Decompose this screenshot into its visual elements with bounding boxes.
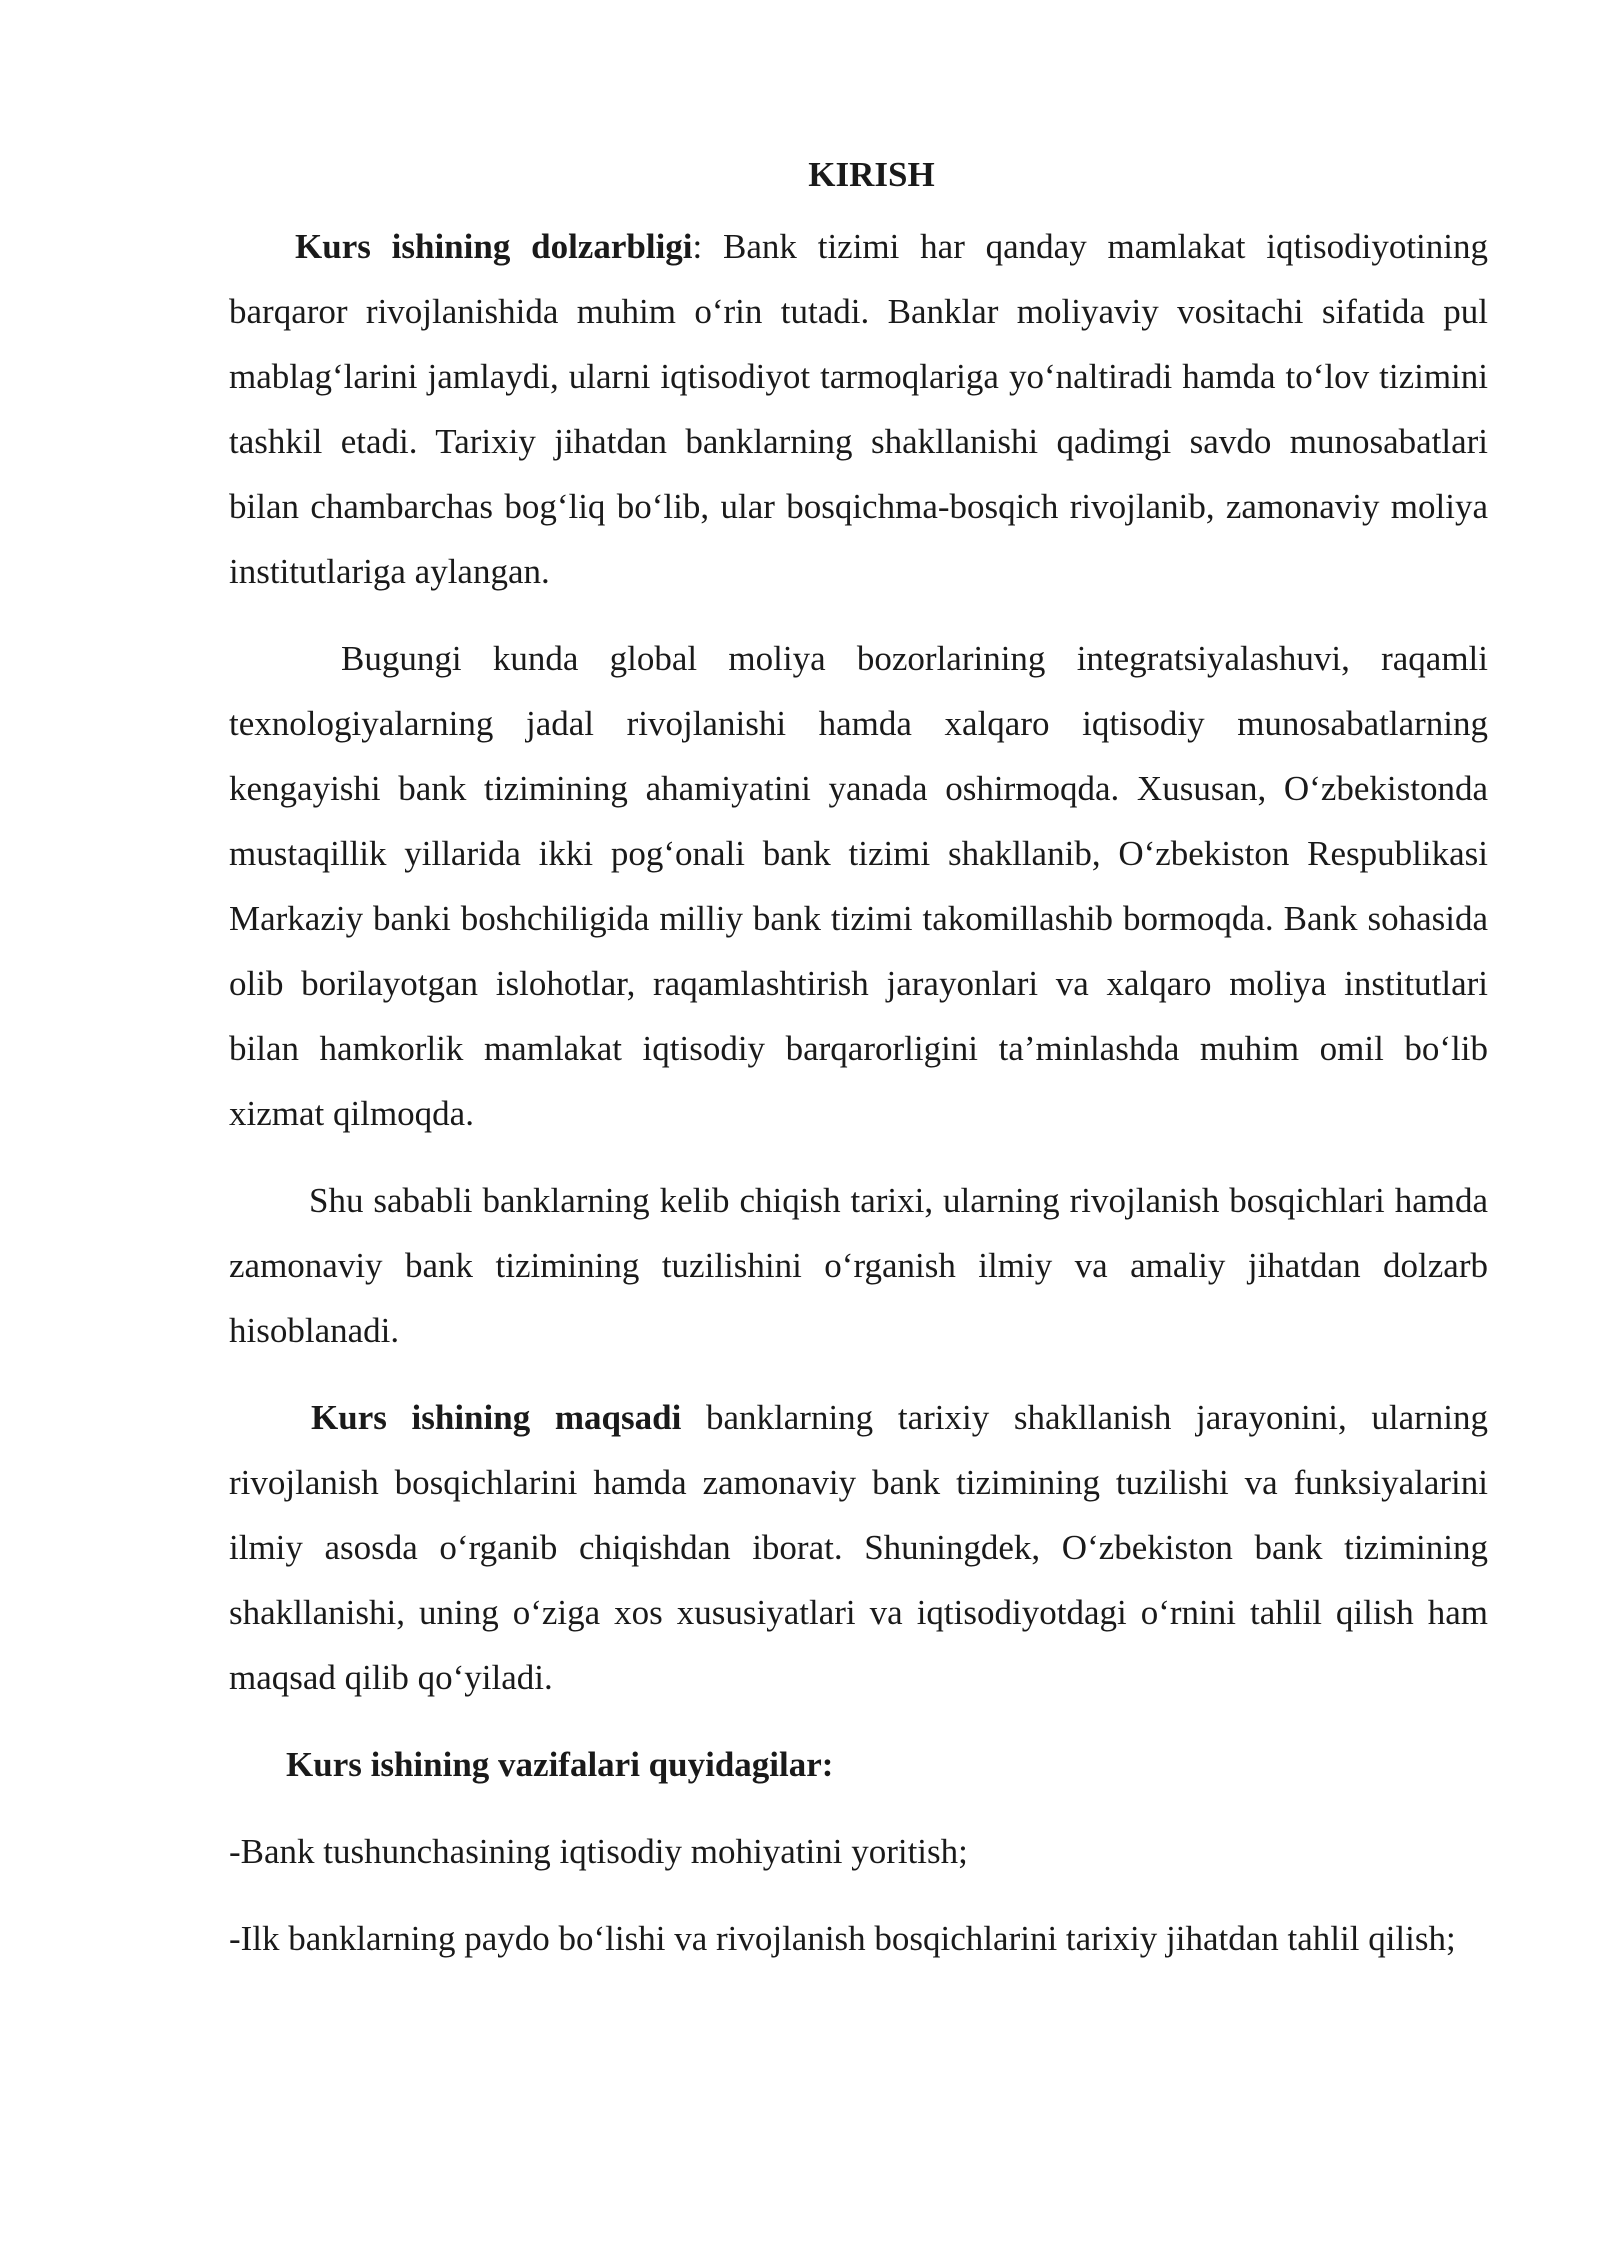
- page-title: KIRISH: [808, 155, 935, 194]
- paragraph-goal: [229, 1385, 1488, 1710]
- paragraph-relevance: [229, 214, 1488, 604]
- document-page: [229, 148, 1488, 1971]
- task-item: -Bank tushunchasining iqtisodiy mohiyatini yoritish;: [229, 1832, 968, 1871]
- relevance-lead: Kurs ishining dolzarbligi: [295, 227, 693, 266]
- paragraph-global-context: Bugungi kunda global moliya bozorlarining integratsiyalashuvi, raqamli texnologiyalarning jadal rivojlanishi hamda xalqaro iqtisodiy munosabatlarning kengayishi bank tizimining ahamiyatini yanada oshirmoqda. Xususan, Oʻzbekistonda mustaqillik yillarida ikki pogʻonali bank tizimi shakllanib, Oʻzbekiston Respublikasi Markaziy banki boshchiligida milliy bank tizimi takomillashib bormoqda. Bank sohasida olib borilayotgan islohotlar, raqamlashtirish jarayonlari va xalqaro moliya institutlari bilan hamkorlik mamlakat iqtisodiy barqarorligini ta’minlashda muhim omil boʻlib xizmat qilmoqda.: [229, 639, 1488, 1133]
- paragraph-reason: Shu sababli banklarning kelib chiqish tarixi, ularning rivojlanish bosqichlari hamda zamonaviy bank tizimining tuzilishini oʻrganish ilmiy va amaliy jihatdan dolzarb hisoblanadi.: [229, 1181, 1488, 1350]
- task-item: -Ilk banklarning paydo boʻlishi va rivojlanish bosqichlarini tarixiy jihatdan tahlil qilish;: [229, 1919, 1456, 1958]
- tasks-heading-text: Kurs ishining vazifalari quyidagilar:: [286, 1745, 834, 1784]
- relevance-text: : Bank tizimi har qanday mamlakat iqtisodiyotining barqaror rivojlanishida muhim oʻrin tutadi. Banklar moliyaviy vositachi sifatida pul mablagʻlarini jamlaydi, ularni iqtisodiyot tarmoqlariga yoʻnaltiradi hamda toʻlov tizimini tashkil etadi. Tarixiy jihatdan banklarning shakllanishi qadimgi savdo munosabatlari bilan chambarchas bogʻliq boʻlib, ular bosqichma-bosqich rivojlanib, zamonaviy moliya institutlariga aylangan.: [229, 227, 1488, 591]
- goal-lead: Kurs ishining maqsadi: [311, 1398, 682, 1437]
- tasks-heading: [229, 1732, 1488, 1797]
- goal-text: banklarning tarixiy shakllanish jarayonini, ularning rivojlanish bosqichlarini hamda zamonaviy bank tizimining tuzilishi va funksiyalarini ilmiy asosda oʻrganib chiqishdan iborat. Shuningdek, Oʻzbekiston bank tizimining shakllanishi, uning oʻziga xos xususiyatlari va iqtisodiyotdagi oʻrnini tahlil qilish ham maqsad qilib qoʻyiladi.: [229, 1398, 1489, 1697]
